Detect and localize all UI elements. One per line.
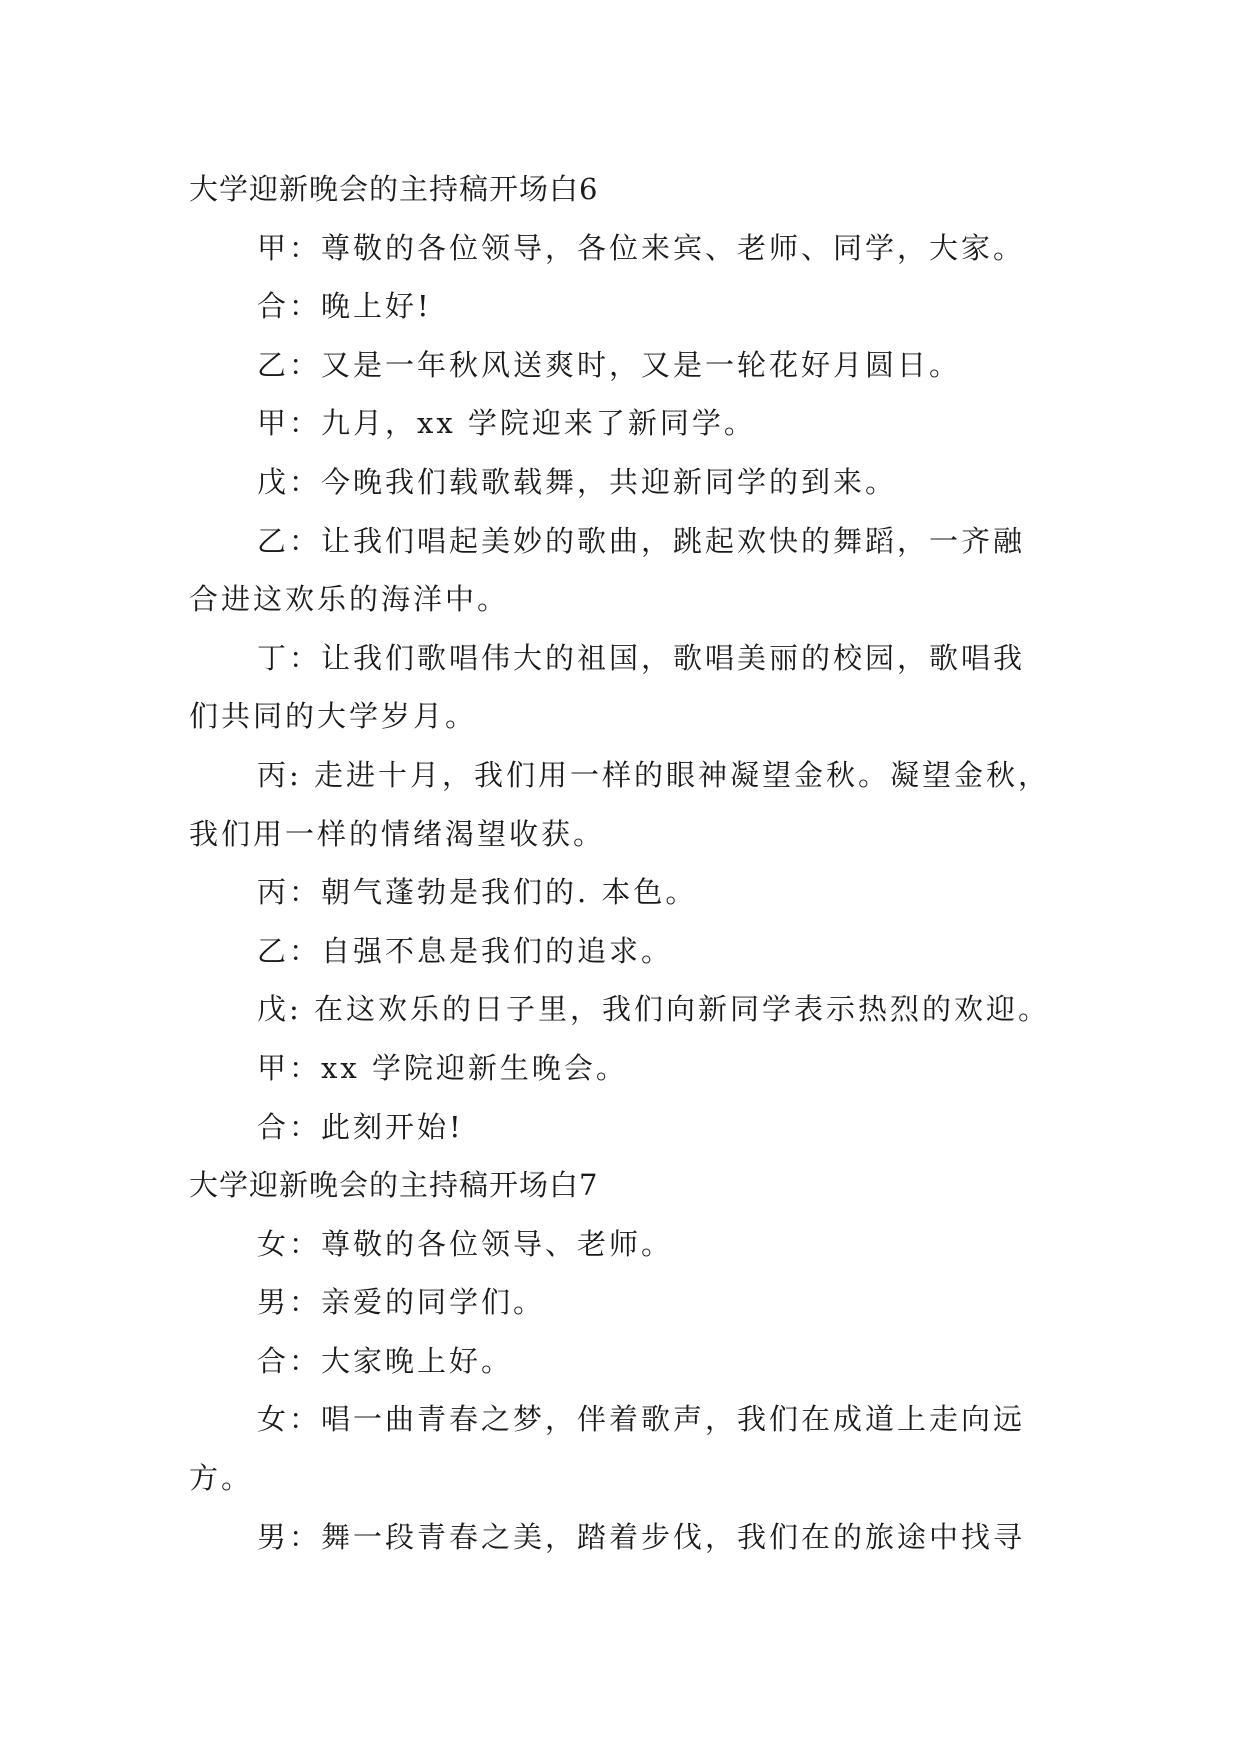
script-line-continuation: 我们用一样的情绪渴望收获。 [189,816,606,851]
section-heading: 大学迎新晚会的主持稿开场白7 [189,1168,599,1203]
script-line: 乙：让我们唱起美妙的歌曲，跳起欢快的舞蹈，一齐融 [257,523,1026,558]
script-line: 乙：自强不息是我们的追求。 [257,933,674,968]
script-line: 丁：让我们歌唱伟大的祖国，歌唱美丽的校园，歌唱我 [257,640,1026,675]
script-line: 甲：xx 学院迎新生晚会。 [257,1050,628,1085]
script-line: 甲：尊敬的各位领导，各位来宾、老师、同学，大家。 [257,230,1026,265]
script-line: 合：晚上好! [257,289,432,324]
script-line: 乙：又是一年秋风送爽时，又是一轮花好月圆日。 [257,347,962,382]
script-line: 戊：今晚我们载歌载舞，共迎新同学的到来。 [257,464,898,499]
script-line: 甲：九月，xx 学院迎来了新同学。 [257,406,756,441]
script-line-continuation: 方。 [189,1461,254,1496]
script-line: 男：亲爱的同学们。 [257,1285,546,1320]
script-line: 合：此刻开始! [257,1109,464,1144]
section-heading: 大学迎新晚会的主持稿开场白6 [189,172,599,206]
script-line: 丙: 走进十月，我们用一样的眼神凝望金秋。凝望金秋， [257,757,1050,792]
script-line: 戊: 在这欢乐的日子里，我们向新同学表示热烈的欢迎。 [257,992,1050,1027]
script-line: 女：唱一曲青春之梦，伴着歌声，我们在成道上走向远 [257,1402,1026,1437]
script-line-continuation: 合进这欢乐的海洋中。 [189,582,510,617]
script-line-continuation: 们共同的大学岁月。 [189,699,478,734]
script-line: 女：尊敬的各位领导、老师。 [257,1226,674,1261]
document-body [189,160,1069,1566]
script-line: 男：舞一段青春之美，踏着步伐，我们在的旅途中找寻 [257,1519,1026,1554]
script-line: 合：大家晚上好。 [257,1343,514,1378]
script-line: 丙：朝气蓬勃是我们的. 本色。 [257,875,698,910]
